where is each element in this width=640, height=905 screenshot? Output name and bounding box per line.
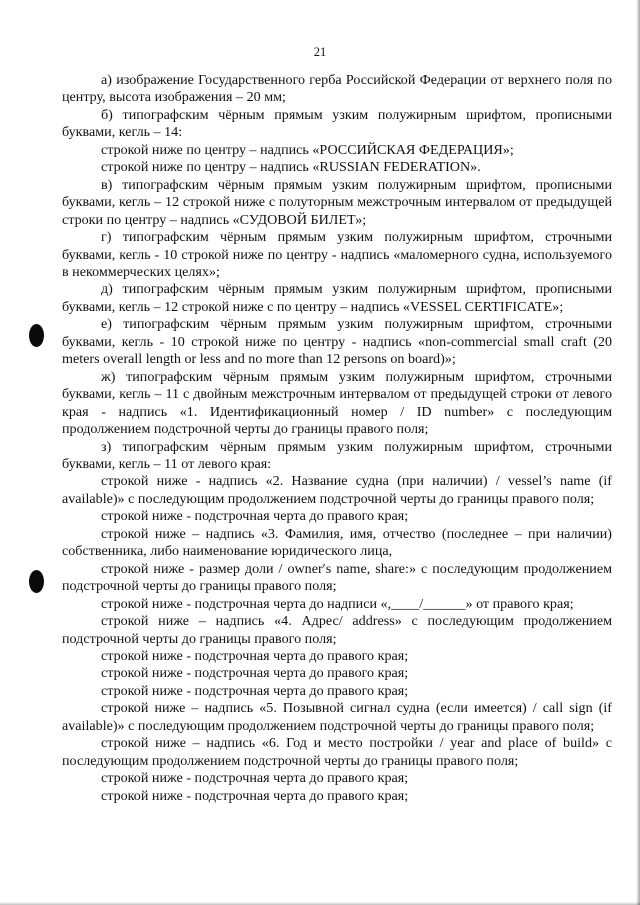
paragraph-z-line-11: строкой ниже – надпись «6. Год и место постройки / year and place of build» с последующим продолжением подстрочной черты до границы правого поля; <box>62 735 612 769</box>
punch-hole <box>29 570 44 593</box>
paragraph-g: г) типографским чёрным прямым узким полужирным шрифтом, строчными буквами, кегль - 10 строкой ниже по центру - надпись «маломерного судна, используемого в некоммерческих целях»; <box>62 229 612 280</box>
paragraph-zh: ж) типографским чёрным прямым узким полужирным шрифтом, строчными буквами, кегль – 11 с двойным межстрочным интервалом от предыдущей строки от левого края - надпись «1. Идентификационный номер / ID number» с последующим продолжением подстрочной черты до границы правого поля; <box>62 368 612 438</box>
paragraph-b: б) типографским чёрным прямым узким полужирным шрифтом, прописными буквами, кегль – 14: <box>62 106 612 141</box>
paragraph-e: е) типографским чёрным прямым узким полужирным шрифтом, строчными буквами, кегль - 10 строкой ниже по центру - надпись «non-commercial small craft (20 meters overall length or less and no more than 12 persons on board)»; <box>62 316 612 368</box>
paragraph-z-line-4: строкой ниже - размер доли / owner′s name, share:» с последующим продолжением подстрочной черты до границы правого поля; <box>62 560 612 595</box>
paragraph-z-line-13: строкой ниже - подстрочная черта до правого края; <box>101 787 409 804</box>
paragraph-b-line-2: строкой ниже по центру – надпись «RUSSIAN FEDERATION». <box>101 159 481 176</box>
document-body <box>62 72 612 805</box>
paragraph-z-line-10: строкой ниже – надпись «5. Позывной сигнал судна (если имеется) / call sign (if available)» с последующим продолжением подстрочной черты до границы правого поля; <box>62 700 612 734</box>
paragraph-z: з) типографским чёрным прямым узким полужирным шрифтом, строчными буквами, кегль – 11 от левого края: <box>62 438 612 472</box>
paragraph-z-line-2: строкой ниже - подстрочная черта до правого края; <box>101 508 409 525</box>
page-number: 21 <box>313 45 327 59</box>
paragraph-a: а) изображение Государственного герба Российской Федерации от верхнего поля по центру, высота изображения – 20 мм; <box>62 72 612 106</box>
scan-edge-shadow <box>636 0 640 905</box>
paragraph-z-line-5: строкой ниже - подстрочная черта до надписи «,____/______» от правого края; <box>101 595 574 612</box>
paragraph-v: в) типографским чёрным прямым узким полужирным шрифтом, прописными буквами, кегль – 12 строкой ниже с полуторным межстрочным интервалом от предыдущей строки по центру – надпись «СУДОВОЙ БИЛЕТ»; <box>62 176 612 228</box>
paragraph-z-line-8: строкой ниже - подстрочная черта до правого края; <box>101 665 409 682</box>
paragraph-z-line-6: строкой ниже – надпись «4. Адрес/ address» с последующим продолжением подстрочной черты до границы правого поля; <box>62 613 612 647</box>
punch-hole <box>29 324 44 347</box>
paragraph-z-line-12: строкой ниже - подстрочная черта до правого края; <box>101 770 409 787</box>
paragraph-z-line-1: строкой ниже - надпись «2. Название судна (при наличии) / vessel’s name (if available)» с последующим продолжением подстрочной черты до границы правого поля; <box>62 473 612 507</box>
paragraph-z-line-3: строкой ниже – надпись «3. Фамилия, имя, отчество (последнее – при наличии) собственника, либо наименование юридического лица, <box>62 525 612 560</box>
paragraph-b-line-1: строкой ниже по центру – надпись «РОССИЙСКАЯ ФЕДЕРАЦИЯ»; <box>101 141 514 158</box>
paragraph-d: д) типографским чёрным прямым узким полужирным шрифтом, прописными буквами, кегль – 12 строкой ниже с по центру – надпись «VESSEL CERTIFICATE»; <box>62 281 612 315</box>
paragraph-z-line-7: строкой ниже - подстрочная черта до правого края; <box>101 647 409 664</box>
paragraph-z-line-9: строкой ниже - подстрочная черта до правого края; <box>101 682 409 699</box>
